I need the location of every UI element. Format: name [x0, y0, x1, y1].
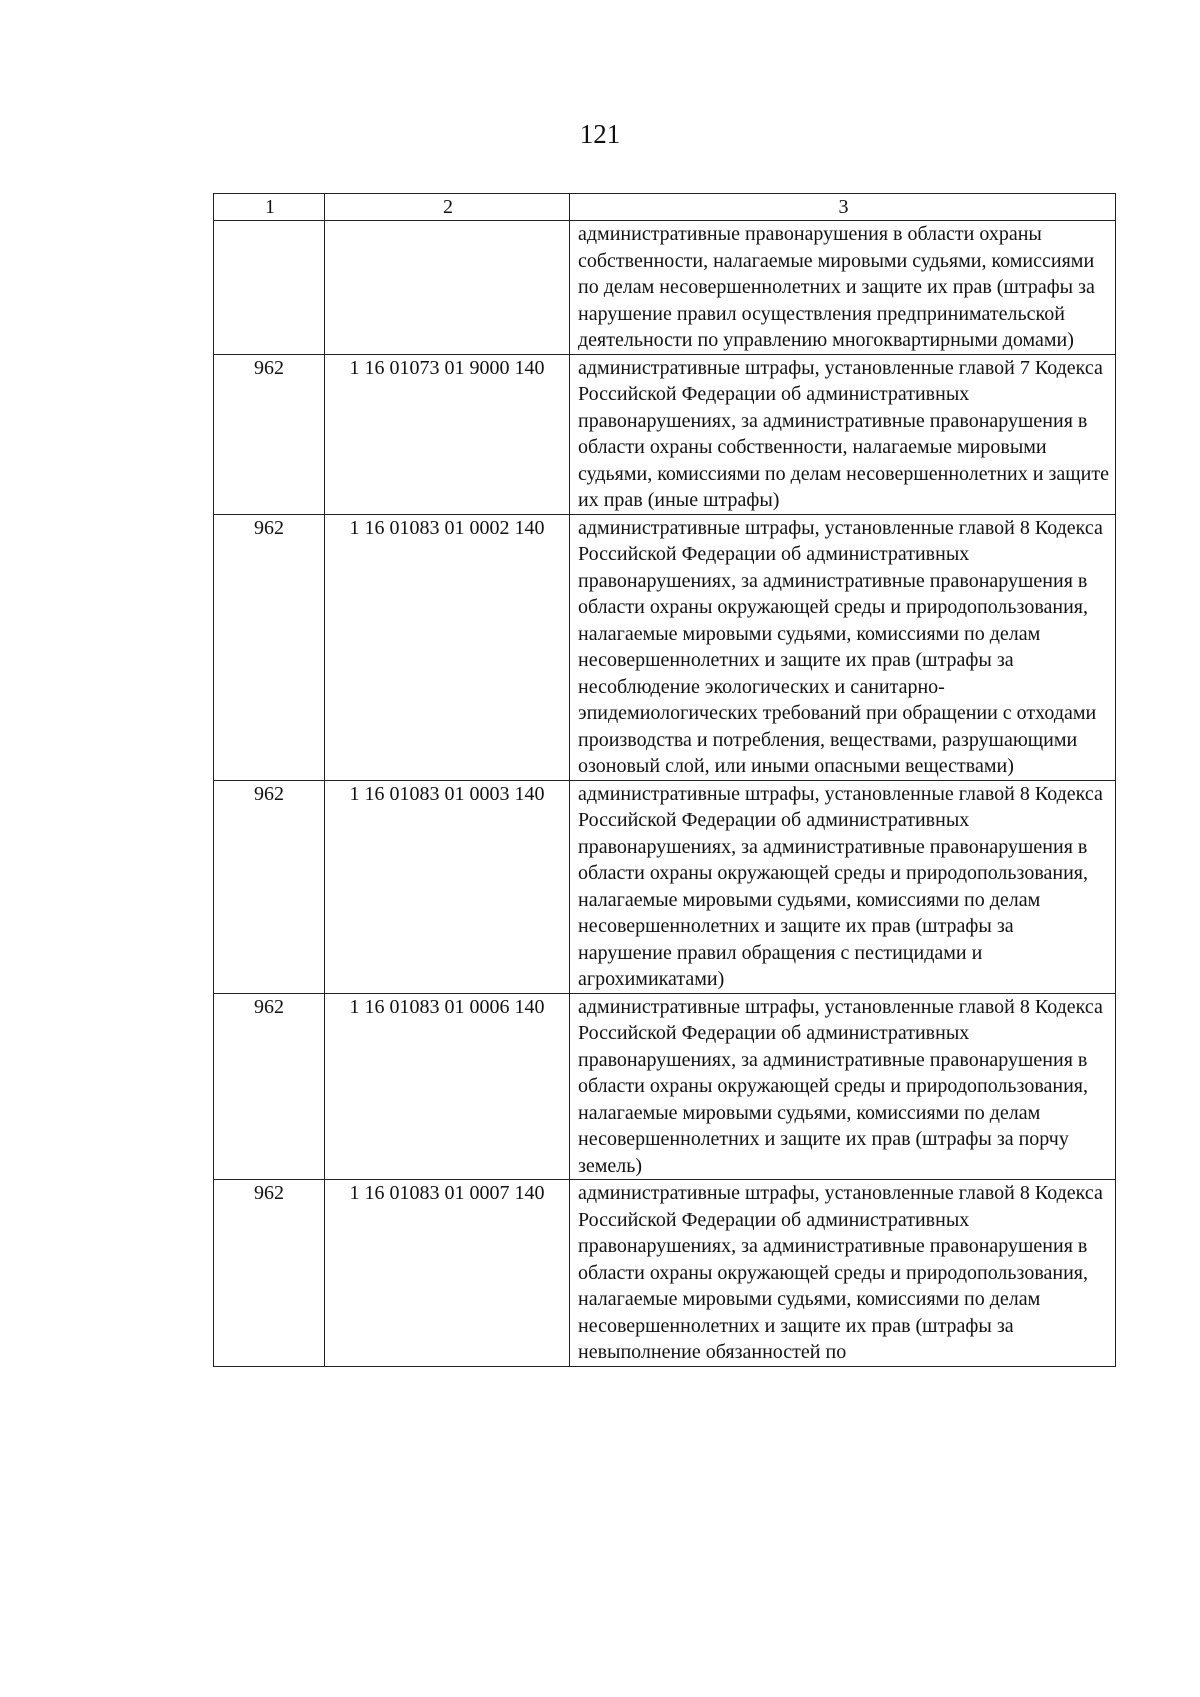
budget-code-cell: 1 16 01083 01 0006 140 — [325, 993, 570, 1180]
description-cell: административные штрафы, установленные главой 8 Кодекса Российской Федерации об административных правонарушениях, за административные правонарушения в области охраны окружающей среды и природопользования, налагаемые мировыми судьями, комиссиями по делам несовершеннолетних и защите их прав (штрафы за несоблюдение экологических и санитарно-эпидемиологических требований при обращении с отходами производства и потребления, веществами, разрушающими озоновый слой, или иными опасными веществами) — [570, 514, 1116, 780]
admin-code-cell: 962 — [214, 1180, 325, 1367]
description-cell: административные штрафы, установленные главой 8 Кодекса Российской Федерации об административных правонарушениях, за административные правонарушения в области охраны окружающей среды и природопользования, налагаемые мировыми судьями, комиссиями по делам несовершеннолетних и защите их прав (штрафы за порчу земель) — [570, 993, 1116, 1180]
table-row — [214, 780, 1116, 993]
budget-code-cell: 1 16 01073 01 9000 140 — [325, 354, 570, 514]
admin-code-cell: 962 — [214, 514, 325, 780]
description-cell: административные штрафы, установленные главой 8 Кодекса Российской Федерации об административных правонарушениях, за административные правонарушения в области охраны окружающей среды и природопользования, налагаемые мировыми судьями, комиссиями по делам несовершеннолетних и защите их прав (штрафы за невыполнение обязанностей по — [570, 1180, 1116, 1367]
column-header-3: 3 — [570, 194, 1116, 221]
admin-code-cell: 962 — [214, 354, 325, 514]
budget-code-cell: 1 16 01083 01 0002 140 — [325, 514, 570, 780]
budget-codes-table — [213, 193, 1116, 1367]
admin-code-cell — [214, 221, 325, 355]
table-row — [214, 514, 1116, 780]
budget-code-cell — [325, 221, 570, 355]
table-header-row — [214, 194, 1116, 221]
table-row — [214, 221, 1116, 355]
description-cell: административные штрафы, установленные главой 8 Кодекса Российской Федерации об административных правонарушениях, за административные правонарушения в области охраны окружающей среды и природопользования, налагаемые мировыми судьями, комиссиями по делам несовершеннолетних и защите их прав (штрафы за нарушение правил обращения с пестицидами и агрохимикатами) — [570, 780, 1116, 993]
table-row — [214, 993, 1116, 1180]
table-row — [214, 1180, 1116, 1367]
admin-code-cell: 962 — [214, 993, 325, 1180]
budget-code-cell: 1 16 01083 01 0003 140 — [325, 780, 570, 993]
description-cell: административные штрафы, установленные главой 7 Кодекса Российской Федерации об административных правонарушениях, за административные правонарушения в области охраны собственности, налагаемые мировыми судьями, комиссиями по делам несовершеннолетних и защите их прав (иные штрафы) — [570, 354, 1116, 514]
admin-code-cell: 962 — [214, 780, 325, 993]
table-row — [214, 354, 1116, 514]
column-header-2: 2 — [325, 194, 570, 221]
column-header-1: 1 — [214, 194, 325, 221]
description-cell: административные правонарушения в области охраны собственности, налагаемые мировыми судьями, комиссиями по делам несовершеннолетних и защите их прав (штрафы за нарушение правил осуществления предпринимательской деятельности по управлению многоквартирными домами) — [570, 221, 1116, 355]
budget-code-cell: 1 16 01083 01 0007 140 — [325, 1180, 570, 1367]
page-number: 121 — [579, 119, 621, 149]
